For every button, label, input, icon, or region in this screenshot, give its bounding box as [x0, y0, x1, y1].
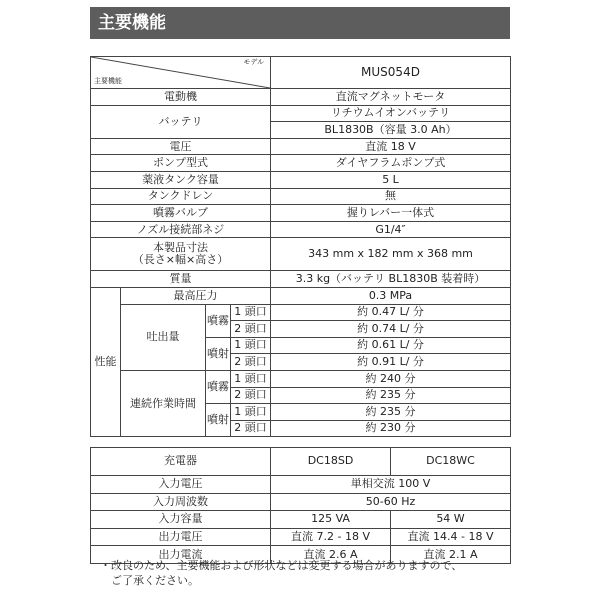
charger-row [91, 493, 511, 511]
head-label: 1 頭口 [231, 404, 271, 421]
charger-value: 直流 14.4 - 18 V [391, 528, 511, 546]
spec-value: リチウムイオンバッテリ [271, 105, 511, 122]
charger-value: 54 W [391, 511, 511, 529]
performance-label: 性能 [91, 287, 121, 436]
perf-row [91, 304, 511, 321]
charger-header-row [91, 448, 511, 476]
footnote-line2: ご了承ください。 [111, 574, 199, 587]
spec-row [91, 271, 511, 288]
charger-model: DC18WC [391, 448, 511, 476]
spec-row [91, 205, 511, 222]
perf-value: 約 0.91 L/ 分 [271, 354, 511, 371]
spec-label [91, 238, 271, 271]
model-name: MUS054D [271, 57, 511, 89]
spec-row [91, 188, 511, 205]
jet-label: 噴射 [206, 404, 231, 437]
spec-label: 電圧 [91, 138, 271, 155]
spec-value: 無 [271, 188, 511, 205]
jet-label: 噴射 [206, 337, 231, 370]
perf-value: 約 230 分 [271, 420, 511, 437]
spec-row [91, 155, 511, 172]
charger-row [91, 511, 511, 529]
spec-value: G1/4″ [271, 221, 511, 238]
spec-row [91, 89, 511, 106]
perf-value: 約 235 分 [271, 404, 511, 421]
spec-value: 握りレバー一体式 [271, 205, 511, 222]
charger-row [91, 528, 511, 546]
charger-row [91, 476, 511, 494]
spray-label: 噴霧 [206, 370, 231, 403]
corner-model-label: モデル [243, 58, 264, 66]
spec-value: 343 mm x 182 mm x 368 mm [271, 238, 511, 271]
spec-row [91, 221, 511, 238]
discharge-label: 吐出量 [121, 304, 206, 370]
head-label: 2 頭口 [231, 354, 271, 371]
spec-value: 直流マグネットモータ [271, 89, 511, 106]
perf-value: 約 0.74 L/ 分 [271, 321, 511, 338]
spec-value: 5 L [271, 171, 511, 188]
spec-label: タンクドレン [91, 188, 271, 205]
max-pressure-label: 最高圧力 [121, 287, 271, 304]
spec-row [91, 138, 511, 155]
charger-value: 直流 2.6 A [271, 546, 391, 564]
charger-value: 直流 7.2 - 18 V [271, 528, 391, 546]
perf-value: 約 0.47 L/ 分 [271, 304, 511, 321]
spec-value: ダイヤフラムポンプ式 [271, 155, 511, 172]
charger-value: 単相交流 100 V [271, 476, 511, 494]
head-label: 2 頭口 [231, 321, 271, 338]
spec-label: 質量 [91, 271, 271, 288]
spec-value: BL1830B（容量 3.0 Ah） [271, 122, 511, 139]
charger-value: 50-60 Hz [271, 493, 511, 511]
bullet: ・ [100, 559, 111, 572]
spec-row [91, 105, 511, 122]
spec-label: バッテリ [91, 105, 271, 138]
perf-row [91, 287, 511, 304]
spec-table [90, 56, 511, 437]
work-time-label: 連続作業時間 [121, 370, 206, 436]
spec-label: ポンプ型式 [91, 155, 271, 172]
spec-row [91, 171, 511, 188]
charger-value: 125 VA [271, 511, 391, 529]
spec-header-row [91, 57, 511, 89]
charger-row-label: 入力容量 [91, 511, 271, 529]
spec-label: ノズル接続部ネジ [91, 221, 271, 238]
charger-row-label: 出力電圧 [91, 528, 271, 546]
charger-row-label: 入力電圧 [91, 476, 271, 494]
head-label: 1 頭口 [231, 337, 271, 354]
head-label: 2 頭口 [231, 420, 271, 437]
charger-model: DC18SD [271, 448, 391, 476]
charger-row-label: 出力電流 [91, 546, 271, 564]
perf-row [91, 370, 511, 387]
charger-label: 充電器 [91, 448, 271, 476]
charger-table [90, 447, 511, 564]
max-pressure-value: 0.3 MPa [271, 287, 511, 304]
spec-corner-cell [91, 57, 271, 89]
spray-label: 噴霧 [206, 304, 231, 337]
head-label: 2 頭口 [231, 387, 271, 404]
perf-value: 約 235 分 [271, 387, 511, 404]
spec-label: 薬液タンク容量 [91, 171, 271, 188]
charger-row-label: 入力周波数 [91, 493, 271, 511]
perf-value: 約 0.61 L/ 分 [271, 337, 511, 354]
dimensions-label-line2: （長さ×幅×高さ） [132, 253, 229, 267]
charger-value: 直流 2.1 A [391, 546, 511, 564]
footnote [100, 558, 510, 588]
dimensions-label-line1: 本製品寸法 [153, 241, 208, 255]
spec-label: 電動機 [91, 89, 271, 106]
footnote-text1: 改良のため、主要機能および形状などは変更する場合がありますので、 [111, 559, 463, 572]
corner-feature-label: 主要機能 [94, 77, 122, 86]
footnote-line1 [100, 558, 510, 573]
spec-label: 噴霧バルブ [91, 205, 271, 222]
head-label: 1 頭口 [231, 370, 271, 387]
spec-value: 3.3 kg（バッテリ BL1830B 装着時） [271, 271, 511, 288]
perf-value: 約 240 分 [271, 370, 511, 387]
head-label: 1 頭口 [231, 304, 271, 321]
section-title: 主要機能 [90, 7, 510, 39]
spec-value: 直流 18 V [271, 138, 511, 155]
spec-row [91, 238, 511, 271]
